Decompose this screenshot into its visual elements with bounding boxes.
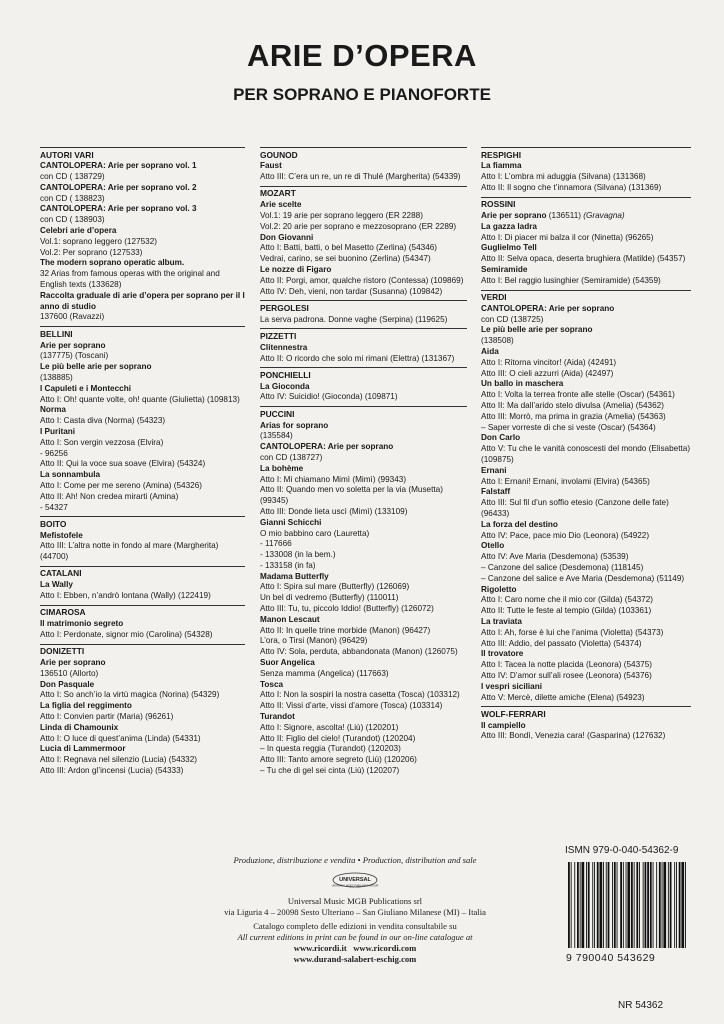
aria-entry: Atto IV: D’amor sull’ali rosee (Leonora) (54376) bbox=[481, 670, 652, 680]
work-title: Il campiello bbox=[481, 720, 526, 730]
aria-entry: con CD (138727) bbox=[260, 452, 323, 462]
aria-entry: Atto V: Tu che le vanità conoscesti del mondo (Elisabetta) (109875) bbox=[481, 444, 691, 465]
composer-heading: CATALANI bbox=[40, 566, 245, 579]
barcode-bar bbox=[617, 862, 618, 948]
aria-entry: La serva padrona. Donne vaghe (Serpina) (119625) bbox=[260, 314, 448, 324]
barcode-bar bbox=[631, 862, 633, 948]
aria-entry: Atto III: Ardon gl’incensi (Lucia) (54333) bbox=[40, 766, 184, 776]
barcode-bar bbox=[634, 862, 635, 948]
aria-entry: Atto IV: Pace, pace mio Dio (Leonora) (54922) bbox=[481, 530, 650, 540]
work-title: CANTOLOPERA: Arie per soprano vol. 3 bbox=[40, 204, 197, 214]
ismn-code: ISMN 979-0-040-54362-9 bbox=[565, 845, 679, 856]
aria-entry: Atto II: Porgi, amor, qualche ristoro (Contessa) (109869) bbox=[260, 275, 464, 285]
barcode-number: 9 790040 543629 bbox=[566, 952, 656, 964]
composer-heading: PONCHIELLI bbox=[260, 367, 467, 380]
aria-entry: con CD ( 138823) bbox=[40, 193, 105, 203]
work-title: La Wally bbox=[40, 580, 73, 590]
barcode-bar bbox=[647, 862, 649, 948]
aria-entry: Atto III: Addio, del passato (Violetta) (54374) bbox=[481, 638, 642, 648]
work-title: Ernani bbox=[481, 465, 507, 475]
barcode-bar bbox=[679, 862, 681, 948]
barcode-bar bbox=[597, 862, 599, 948]
composer-heading: CIMAROSA bbox=[40, 605, 245, 618]
work-title: Turandot bbox=[260, 712, 295, 722]
barcode-bar bbox=[594, 862, 595, 948]
work-title: Rigoletto bbox=[481, 584, 517, 594]
work-title: Celebri arie d’opera bbox=[40, 226, 117, 236]
work-title: La figlia del reggimento bbox=[40, 701, 132, 711]
aria-entry: Atto III: C’era un re, un re di Thulé (Margherita) (54339) bbox=[260, 172, 461, 182]
catalogue-column-3 bbox=[481, 147, 691, 742]
universal-logo-icon bbox=[320, 870, 390, 890]
aria-entry: Atto II: Ma dall’arido stelo divulsa (Amelia) (54362) bbox=[481, 401, 664, 411]
aria-entry: Vol.2: Per soprano (127533) bbox=[40, 247, 143, 257]
aria-entry: (138508) bbox=[481, 336, 514, 346]
aria-entry: Atto II: Qui la voce sua soave (Elvira) (54324) bbox=[40, 459, 206, 469]
work-title: CANTOLOPERA: Arie per soprano bbox=[260, 442, 394, 452]
aria-entry: Atto IV: Suicidio! (Gioconda) (109871) bbox=[260, 392, 398, 402]
work-title: La forza del destino bbox=[481, 519, 558, 529]
aria-entry: Atto I: Ritorna vincitor! (Aida) (42491) bbox=[481, 357, 617, 367]
aria-entry: Atto III: Donde lieta uscì (Mimì) (133109) bbox=[260, 506, 408, 516]
work-title: I Capuleti e i Montecchi bbox=[40, 383, 131, 393]
work-title: CANTOLOPERA: Arie per soprano vol. 2 bbox=[40, 182, 197, 192]
aria-entry: O mio babbino caro (Lauretta) bbox=[260, 528, 370, 538]
work-title: Falstaff bbox=[481, 487, 511, 497]
aria-entry: Atto II: Tutte le feste al tempio (Gilda) (103361) bbox=[481, 606, 652, 616]
logo-subtext: UNIVERSAL MUSIC PUBLISHING GROUP bbox=[331, 884, 379, 888]
barcode-bar bbox=[656, 862, 657, 948]
barcode-bar bbox=[670, 862, 672, 948]
publisher-name: Universal Music MGB Publications srl bbox=[287, 896, 423, 906]
work-title: CANTOLOPERA: Arie per soprano bbox=[481, 303, 615, 313]
work-title: Le nozze di Figaro bbox=[260, 264, 332, 274]
composer-heading: DONIZETTI bbox=[40, 644, 245, 657]
work-title: I vespri siciliani bbox=[481, 681, 542, 691]
barcode-bar bbox=[627, 862, 630, 948]
aria-entry: (138885) bbox=[40, 372, 73, 382]
logo-text: UNIVERSAL bbox=[339, 877, 371, 883]
composer-heading: GOUNOD bbox=[260, 147, 467, 160]
work-title: La gazza ladra bbox=[481, 221, 537, 231]
aria-entry: Atto I: Mi chiamano Mimì (Mimì) (99343) bbox=[260, 474, 407, 484]
work-title: The modern soprano operatic album. bbox=[40, 258, 185, 268]
barcode-bar bbox=[653, 862, 654, 948]
production-line: Produzione, distribuzione e vendita • Production, distribution and sale bbox=[233, 855, 477, 865]
aria-entry: Atto I: Ebben, n’andrò lontana (Wally) (122419) bbox=[40, 591, 211, 601]
work-title: Raccolta graduale di arie d’opera per soprano per il I anno di studio bbox=[40, 290, 245, 311]
aria-entry: 136510 (Allorto) bbox=[40, 668, 99, 678]
aria-entry: Atto II: Figlio del cielo! (Turandot) (120204) bbox=[260, 733, 416, 743]
barcode-bar bbox=[577, 862, 579, 948]
aria-entry: Atto I: Perdonate, signor mio (Carolina) (54328) bbox=[40, 629, 213, 639]
barcode-bar bbox=[612, 862, 613, 948]
barcode-bar bbox=[643, 862, 644, 948]
aria-entry: Atto I: Ah, forse è lui che l’anima (Violetta) (54373) bbox=[481, 627, 664, 637]
work-title: Clitennestra bbox=[260, 342, 308, 352]
aria-entry: Atto I: Come per me sereno (Amina) (54326) bbox=[40, 480, 202, 490]
aria-entry: L’ora, o Tirsi (Manon) (96429) bbox=[260, 636, 368, 646]
composer-heading: MOZART bbox=[260, 186, 467, 199]
barcode-bar bbox=[626, 862, 627, 948]
aria-entry: Atto I: Tacea la notte placida (Leonora) (54375) bbox=[481, 660, 652, 670]
aria-entry: - 133158 (in fa) bbox=[260, 560, 316, 570]
aria-entry: Atto I: Ernani! Ernani, involami (Elvira) (54365) bbox=[481, 476, 650, 486]
web-link-ricordi-com[interactable]: www.ricordi.com bbox=[353, 943, 417, 953]
barcode-bar bbox=[659, 862, 661, 948]
composer-heading: AUTORI VARI bbox=[40, 147, 245, 160]
work-title: Il trovatore bbox=[481, 649, 524, 659]
aria-entry: Atto V: Mercè, dilette amiche (Elena) (54923) bbox=[481, 692, 645, 702]
work-title: Il matrimonio segreto bbox=[40, 619, 124, 629]
aria-entry: Vol.1: 19 arie per soprano leggero (ER 2288) bbox=[260, 210, 423, 220]
catalogue-column-2 bbox=[260, 147, 467, 777]
work-title: Manon Lescaut bbox=[260, 614, 320, 624]
work-title: Guglielmo Tell bbox=[481, 243, 537, 253]
aria-entry: Atto II: Ah! Non credea mirarti (Amina) bbox=[40, 491, 179, 501]
aria-entry: – Canzone del salice e Ave Maria (Desdemona) (51149) bbox=[481, 573, 685, 583]
barcode-bar bbox=[614, 862, 616, 948]
aria-entry: Atto II: In quelle trine morbide (Manon) (96427) bbox=[260, 625, 431, 635]
barcode-bar bbox=[668, 862, 669, 948]
work-title: La fiamma bbox=[481, 161, 522, 171]
work-title: Arie scelte bbox=[260, 200, 302, 210]
work-title: Aida bbox=[481, 347, 499, 357]
aria-entry: Atto I: Bel raggio lusinghier (Semiramide) (54359) bbox=[481, 275, 661, 285]
composer-heading: RESPIGHI bbox=[481, 147, 691, 160]
aria-entry: Atto I: O luce di quest’anima (Linda) (54331) bbox=[40, 733, 201, 743]
aria-entry: con CD ( 138729) bbox=[40, 172, 105, 182]
aria-entry: Atto I: L’ombra mi aduggia (Silvana) (131368) bbox=[481, 172, 646, 182]
aria-entry: - 54327 bbox=[40, 502, 68, 512]
work-title: Un ballo in maschera bbox=[481, 379, 564, 389]
aria-entry: (135584) bbox=[260, 431, 293, 441]
barcode-bar bbox=[674, 862, 675, 948]
work-title: La bohème bbox=[260, 463, 304, 473]
aria-entry: Atto III: O cieli azzurri (Aida) (42497) bbox=[481, 368, 614, 378]
work-title: Don Pasquale bbox=[40, 679, 95, 689]
composer-heading: VERDI bbox=[481, 290, 691, 303]
aria-entry: – Canzone del salice (Desdemona) (118145) bbox=[481, 562, 644, 572]
barcode-bar bbox=[685, 862, 686, 948]
catalogue-note-en: All current editions in print can be found in our on-line catalogue at bbox=[237, 932, 473, 942]
composer-heading: ROSSINI bbox=[481, 197, 691, 210]
composer-heading: BELLINI bbox=[40, 326, 245, 339]
aria-entry: Atto I: Regnava nel silenzio (Lucia) (54332) bbox=[40, 755, 198, 765]
aria-entry: Atto III: Bondì, Venezia cara! (Gasparina) (127632) bbox=[481, 731, 666, 741]
aria-entry: Atto III: Sul fil d’un soffio etesio (Canzone delle fate) (96433) bbox=[481, 498, 669, 518]
work-title: Le più belle arie per soprano bbox=[40, 362, 152, 372]
barcode-bar bbox=[574, 862, 575, 948]
work-title: La traviata bbox=[481, 616, 522, 626]
publisher-address: via Liguria 4 – 20098 Sesto Ulteriano – San Giuliano Milanese (MI) – Italia bbox=[224, 907, 486, 917]
aria-entry: Atto I: Batti, batti, o bel Masetto (Zerlina) (54346) bbox=[260, 243, 438, 253]
web-link-durand[interactable]: www.durand-salabert-eschig.com bbox=[293, 954, 417, 964]
aria-entry: Atto I: Signore, ascolta! (Liù) (120201) bbox=[260, 722, 399, 732]
aria-entry: Atto IV: Ave Maria (Desdemona) (53539) bbox=[481, 552, 629, 562]
aria-entry: Un bel dì vedremo (Butterfly) (110011) bbox=[260, 593, 399, 603]
aria-entry: Atto II: Quando men vo soletta per la via (Musetta) (99345) bbox=[260, 485, 443, 506]
catalogue-number: NR 54362 bbox=[618, 1000, 664, 1011]
work-title: Norma bbox=[40, 405, 66, 415]
composer-heading: BOITO bbox=[40, 516, 245, 529]
catalogue-column-1 bbox=[40, 147, 245, 777]
work-title: Suor Angelica bbox=[260, 658, 315, 668]
work-title: Linda di Chamounix bbox=[40, 722, 119, 732]
aria-entry: – In questa reggia (Turandot) (120203) bbox=[260, 744, 401, 754]
work-title: I Puritani bbox=[40, 426, 76, 436]
aria-entry: Atto I: Volta la terrea fronte alle stelle (Oscar) (54361) bbox=[481, 390, 675, 400]
work-title: Madama Butterfly bbox=[260, 571, 329, 581]
aria-entry: Vol.1: soprano leggero (127532) bbox=[40, 236, 157, 246]
aria-entry: (137775) (Toscani) bbox=[40, 351, 109, 361]
aria-entry: Atto I: Caro nome che il mio cor (Gilda) (54372) bbox=[481, 595, 654, 605]
aria-entry: - 133008 (in la bem.) bbox=[260, 550, 336, 560]
barcode-bar bbox=[582, 862, 585, 948]
web-link-ricordi-it[interactable]: www.ricordi.it bbox=[293, 943, 347, 953]
aria-entry: Vol.2: 20 arie per soprano e mezzosoprano (ER 2289) bbox=[260, 221, 457, 231]
aria-entry: Atto III: Morrò, ma prima in grazia (Amelia) (54363) bbox=[481, 411, 666, 421]
page-subtitle: PER SOPRANO E PIANOFORTE bbox=[233, 85, 491, 104]
barcode-bar bbox=[603, 862, 604, 948]
barcode-bar bbox=[681, 862, 684, 948]
aria-entry: con CD ( 138903) bbox=[40, 215, 105, 225]
barcode-bar bbox=[676, 862, 677, 948]
work-title: Don Giovanni bbox=[260, 232, 314, 242]
aria-entry: Atto IV: Sola, perduta, abbandonata (Manon) (126075) bbox=[260, 647, 458, 657]
composer-heading: WOLF-FERRARI bbox=[481, 706, 691, 719]
work-title: Don Carlo bbox=[481, 433, 521, 443]
barcode-bar bbox=[571, 862, 572, 948]
aria-entry: Senza mamma (Angelica) (117663) bbox=[260, 668, 389, 678]
barcode-icon bbox=[566, 862, 688, 948]
work-title: Gianni Schicchi bbox=[260, 517, 322, 527]
aria-entry: Atto I: So anch’io la virtù magica (Norina) (54329) bbox=[40, 690, 220, 700]
aria-entry: Atto IV: Deh, vieni, non tardar (Susanna) (109842) bbox=[260, 286, 443, 296]
aria-entry: - 117666 bbox=[260, 539, 292, 549]
work-title: Semiramide bbox=[481, 264, 528, 274]
aria-entry: Atto II: Il sogno che t’innamora (Silvana) (131369) bbox=[481, 182, 662, 192]
barcode-bar bbox=[662, 862, 663, 948]
aria-entry: Atto III: Tanto amore segreto (Liù) (120206) bbox=[260, 755, 417, 765]
aria-entry: con CD (138725) bbox=[481, 314, 544, 324]
aria-entry: - 96256 bbox=[40, 448, 68, 458]
aria-entry: Atto I: Convien partir (Maria) (96261) bbox=[40, 712, 174, 722]
work-title: Tosca bbox=[260, 679, 284, 689]
aria-entry: Atto I: Di piacer mi balza il cor (Ninetta) (96265) bbox=[481, 232, 654, 242]
aria-entry: Atto III: L’altra notte in fondo al mare (Margherita) (44700) bbox=[40, 541, 219, 562]
barcode-bar bbox=[608, 862, 610, 948]
work-title: Arie per soprano bbox=[40, 340, 106, 350]
work-title: CANTOLOPERA: Arie per soprano vol. 1 bbox=[40, 161, 197, 171]
barcode-bar bbox=[586, 862, 587, 948]
aria-entry: Vedrai, carino, se sei buonino (Zerlina) (54347) bbox=[260, 254, 431, 264]
work-title: Arie per soprano bbox=[40, 658, 106, 668]
aria-entry: Atto III: Tu, tu, piccolo Iddio! (Butterfly) (126072) bbox=[260, 604, 434, 614]
barcode-bar bbox=[645, 862, 647, 948]
aria-entry: Atto I: Non la sospiri la nostra casetta (Tosca) (103312) bbox=[260, 690, 460, 700]
aria-entry: Atto I: Son vergin vezzosa (Elvira) bbox=[40, 437, 164, 447]
aria-entry: Atto I: Oh! quante volte, oh! quante (Giulietta) (109813) bbox=[40, 394, 240, 404]
web-links bbox=[190, 943, 520, 954]
aria-entry: Atto II: Vissi d’arte, vissi d’amore (Tosca) (103314) bbox=[260, 701, 443, 711]
work-title: Otello bbox=[481, 541, 505, 551]
aria-entry: – Tu che di gel sei cinta (Liù) (120207) bbox=[260, 766, 400, 776]
barcode-bar bbox=[606, 862, 607, 948]
work-title: Arie per soprano (136511) (Gravagna) bbox=[481, 210, 625, 220]
barcode-bar bbox=[636, 862, 638, 948]
catalogue-note-it: Catalogo completo delle edizioni in vendita consultabile su bbox=[253, 921, 457, 931]
page-title: ARIE D’OPERA bbox=[247, 38, 477, 73]
aria-entry: Atto I: Spira sul mare (Butterfly) (126069) bbox=[260, 582, 410, 592]
barcode-bar bbox=[588, 862, 590, 948]
publisher-footer bbox=[190, 855, 520, 965]
aria-entry: – Saper vorreste di che si veste (Oscar) (54364) bbox=[481, 422, 656, 432]
barcode-bar bbox=[600, 862, 603, 948]
work-title: La sonnambula bbox=[40, 470, 101, 480]
barcode-bar bbox=[650, 862, 652, 948]
barcode-bar bbox=[620, 862, 622, 948]
barcode-bar bbox=[580, 862, 581, 948]
barcode-bar bbox=[568, 862, 570, 948]
composer-heading: PIZZETTI bbox=[260, 328, 467, 341]
composer-heading: PUCCINI bbox=[260, 406, 467, 419]
aria-entry: 137600 (Ravazzi) bbox=[40, 312, 105, 322]
composer-heading: PERGOLESI bbox=[260, 300, 467, 313]
work-title: Mefistofele bbox=[40, 530, 83, 540]
work-title: Arias for soprano bbox=[260, 420, 329, 430]
work-title: Lucia di Lammermoor bbox=[40, 744, 126, 754]
barcode-bar bbox=[639, 862, 640, 948]
barcode-bar bbox=[592, 862, 593, 948]
barcode-bar bbox=[663, 862, 666, 948]
aria-entry: Atto II: O ricordo che solo mi rimani (Elettra) (131367) bbox=[260, 353, 455, 363]
work-title: Faust bbox=[260, 161, 282, 171]
barcode-bar bbox=[623, 862, 624, 948]
aria-entry: Atto II: Selva opaca, deserta brughiera (Matilde) (54357) bbox=[481, 254, 686, 264]
aria-entry: 32 Arias from famous operas with the original and English texts (133628) bbox=[40, 269, 220, 290]
work-title: La Gioconda bbox=[260, 381, 310, 391]
work-title: Le più belle arie per soprano bbox=[481, 325, 593, 335]
aria-entry: Atto I: Casta diva (Norma) (54323) bbox=[40, 416, 166, 426]
